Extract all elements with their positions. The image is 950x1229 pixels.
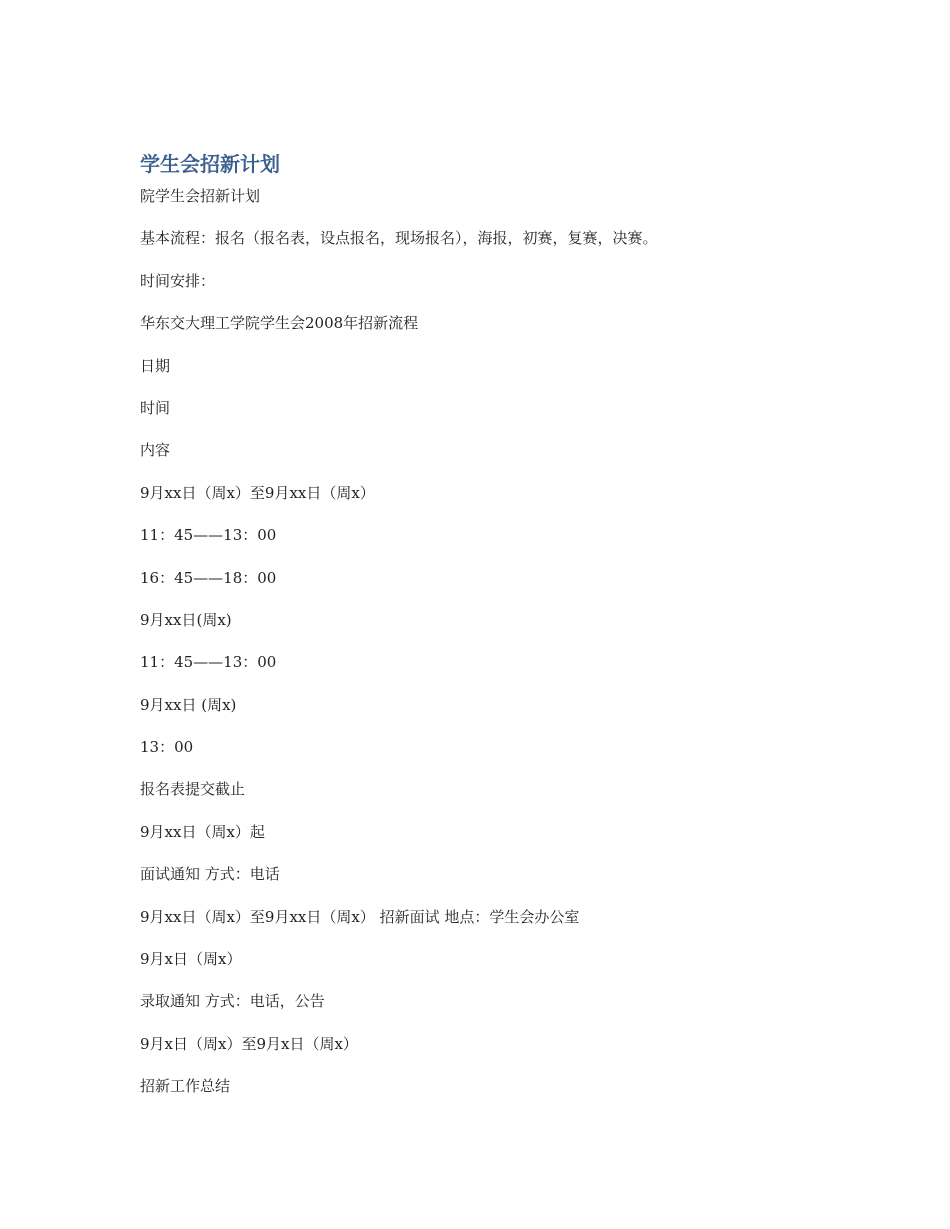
paragraph-subtitle: 院学生会招新计划 — [140, 187, 261, 205]
paragraph-interview: 9月xx日（周x）至9月xx日（周x） 招新面试 地点：学生会办公室 — [140, 907, 580, 926]
paragraph-column-date: 日期 — [140, 356, 171, 375]
paragraph-date: 9月xx日(周x) — [140, 610, 232, 629]
paragraph-basic-process: 基本流程：报名（报名表，设点报名，现场报名），海报，初赛，复赛，决赛。 — [140, 229, 658, 248]
document-body — [140, 183, 840, 1116]
document-title: 学生会招新计划 — [140, 152, 280, 176]
paragraph-date: 9月x日（周x） — [140, 950, 242, 969]
paragraph-summary: 招新工作总结 — [140, 1077, 231, 1096]
paragraph-date: 9月x日（周x）至9月x日（周x） — [140, 1034, 358, 1053]
paragraph-process-title: 华东交大理工学院学生会2008年招新流程 — [140, 314, 419, 333]
paragraph-time-slot: 11：45——13：00 — [140, 653, 277, 672]
paragraph-date: 9月xx日 (周x) — [140, 695, 237, 714]
paragraph-time-slot: 16：45——18：00 — [140, 568, 277, 587]
paragraph-schedule-heading: 时间安排： — [140, 271, 216, 290]
paragraph-content: 报名表提交截止 — [140, 780, 246, 799]
paragraph-content: 录取通知 方式：电话，公告 — [140, 992, 325, 1011]
paragraph-date: 9月xx日（周x）起 — [140, 822, 265, 841]
paragraph-time-slot: 11：45——13：00 — [140, 526, 277, 545]
paragraph-column-time: 时间 — [140, 398, 171, 417]
paragraph-registration-date: 9月xx日（周x）至9月xx日（周x） — [140, 483, 375, 502]
paragraph-content: 面试通知 方式：电话 — [140, 865, 280, 884]
paragraph-column-content: 内容 — [140, 441, 171, 460]
paragraph-time-slot: 13：00 — [140, 738, 194, 757]
